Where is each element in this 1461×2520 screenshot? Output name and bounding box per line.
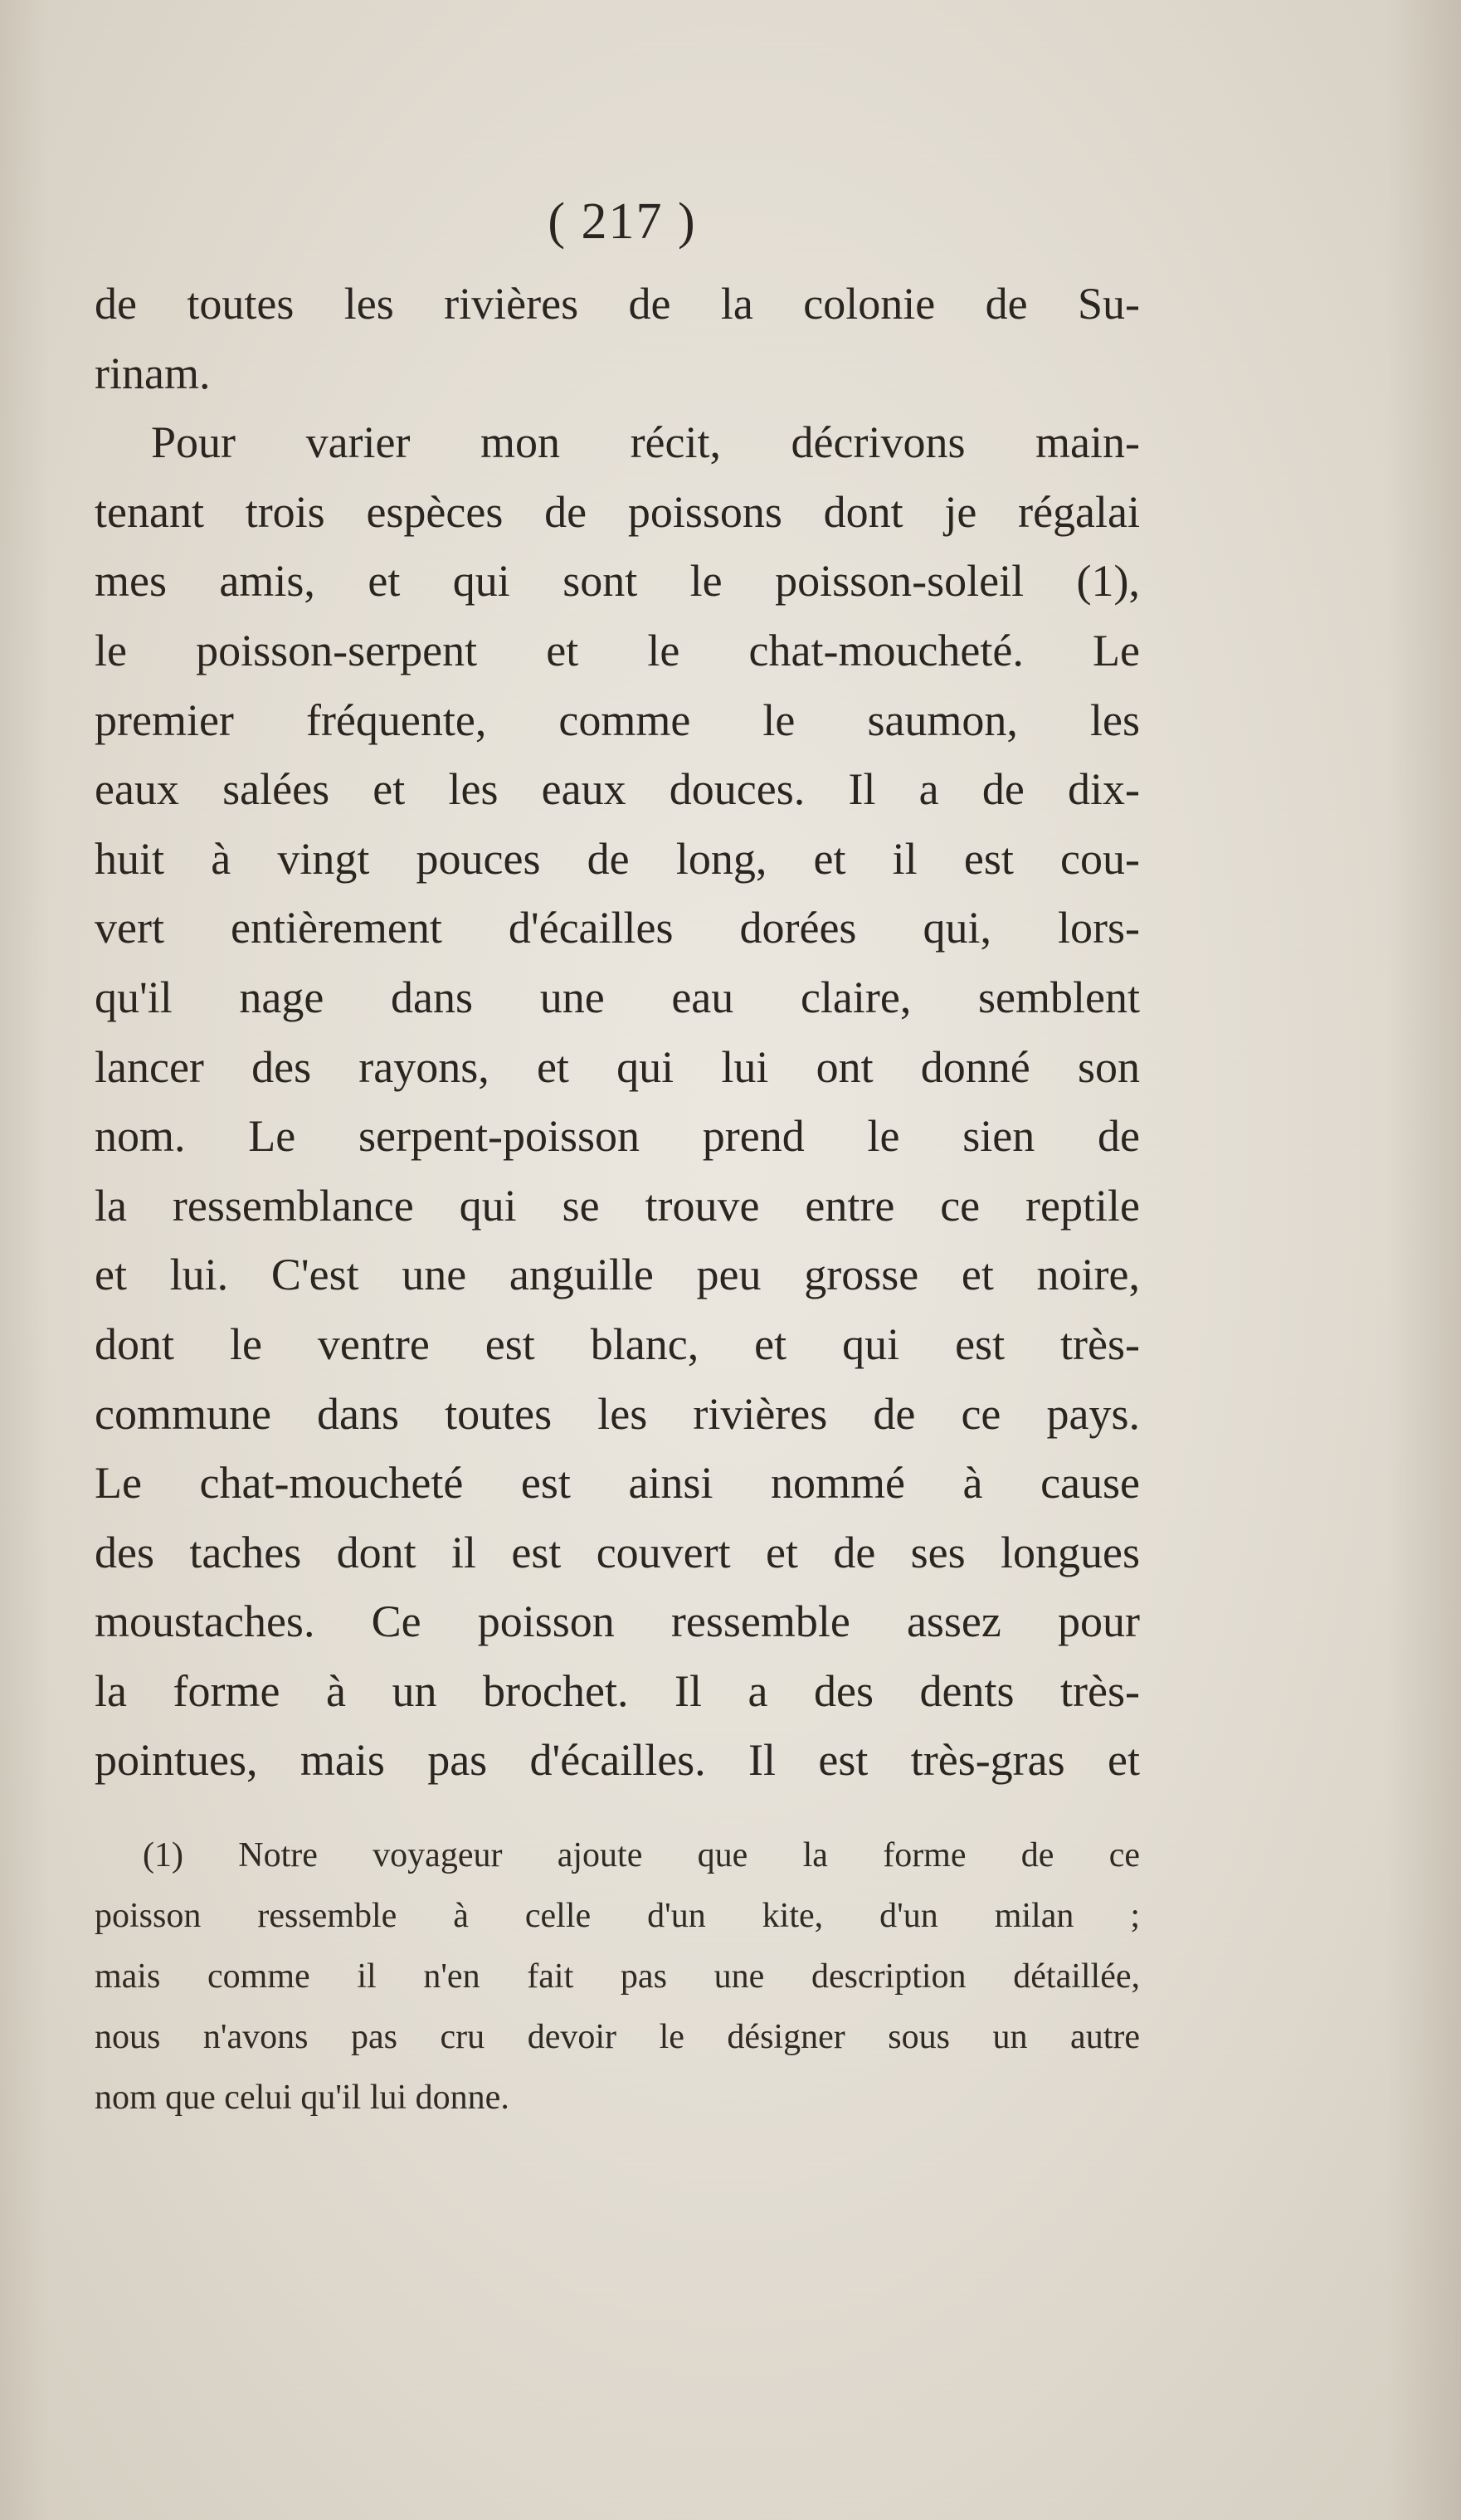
body-line: rinam. bbox=[95, 348, 211, 398]
page-edge-shadow bbox=[1386, 0, 1461, 2520]
body-line: moustaches. Ce poisson ressemble assez pour bbox=[95, 1596, 1140, 1647]
body-line: la ressemblance qui se trouve entre ce reptile bbox=[95, 1180, 1140, 1231]
body-text bbox=[95, 270, 1140, 1796]
footnote bbox=[95, 1825, 1140, 2128]
body-line: le poisson-serpent et le chat-moucheté. Le bbox=[95, 625, 1140, 675]
body-line: de toutes les rivières de la colonie de Su- bbox=[95, 279, 1140, 329]
footnote-line: poisson ressemble à celle d'un kite, d'un milan ; bbox=[95, 1897, 1140, 1935]
footnote-line: (1) Notre voyageur ajoute que la forme de ce bbox=[143, 1836, 1140, 1874]
body-line: vert entièrement d'écailles dorées qui, lors- bbox=[95, 903, 1140, 953]
body-line: pointues, mais pas d'écailles. Il est très-gras et bbox=[95, 1735, 1140, 1786]
body-line: des taches dont il est couvert et de ses longues bbox=[95, 1527, 1140, 1577]
body-line: premier fréquente, comme le saumon, les bbox=[95, 695, 1140, 745]
body-line: et lui. C'est une anguille peu grosse et noire, bbox=[95, 1250, 1140, 1300]
body-line: commune dans toutes les rivières de ce pays. bbox=[95, 1388, 1140, 1439]
page-number: ( 217 ) bbox=[548, 193, 697, 250]
body-line: mes amis, et qui sont le poisson-soleil (1), bbox=[95, 556, 1140, 607]
body-line: la forme à un brochet. Il a des dents très- bbox=[95, 1665, 1140, 1716]
body-line: qu'il nage dans une eau claire, semblent bbox=[95, 972, 1140, 1022]
body-line: Le chat-moucheté est ainsi nommé à cause bbox=[95, 1458, 1140, 1509]
body-line: tenant trois espèces de poissons dont je régalai bbox=[95, 486, 1140, 537]
page-left-shadow bbox=[0, 0, 50, 2520]
footnote-line: mais comme il n'en fait pas une description détaillée, bbox=[95, 1957, 1140, 1996]
body-line: lancer des rayons, et qui lui ont donné son bbox=[95, 1041, 1140, 1092]
body-line: Pour varier mon récit, décrivons main- bbox=[151, 417, 1140, 468]
body-line: eaux salées et les eaux douces. Il a de dix- bbox=[95, 764, 1140, 815]
body-line: nom. Le serpent-poisson prend le sien de bbox=[95, 1111, 1140, 1162]
body-line: dont le ventre est blanc, et qui est très- bbox=[95, 1318, 1140, 1369]
footnote-line: nous n'avons pas cru devoir le désigner sous un autre bbox=[95, 2018, 1140, 2056]
footnote-line: nom que celui qu'il lui donne. bbox=[95, 2079, 509, 2117]
body-line: huit à vingt pouces de long, et il est cou- bbox=[95, 833, 1140, 884]
